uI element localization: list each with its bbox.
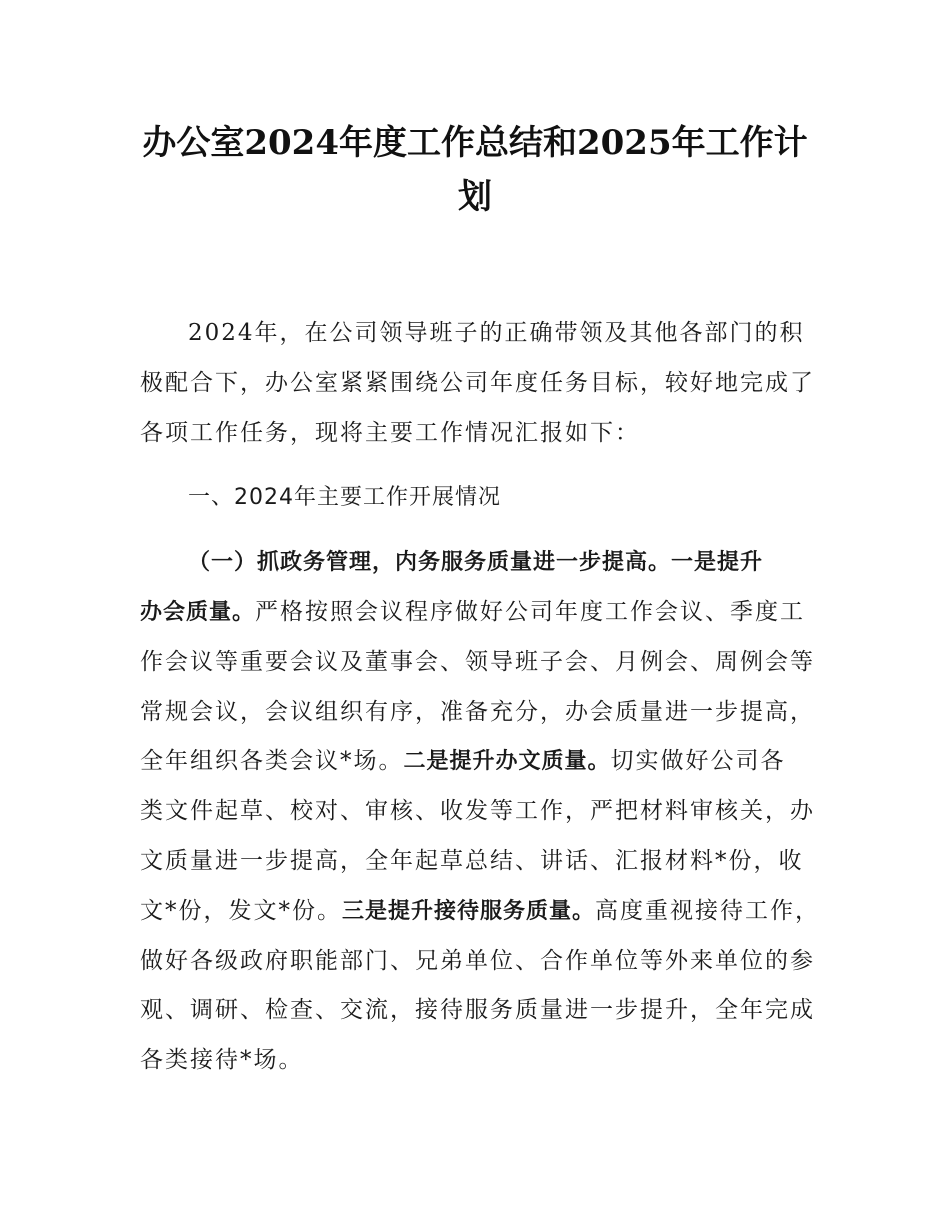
subsection-1-heading: （一）抓政务管理，内务服务质量进一步提高。一是提升 (188, 550, 764, 576)
text-run: 高度重视接待工作， (595, 897, 821, 924)
paragraph-line: 常规会议，会议组织有序，准备充分，办会质量进一步提高， (140, 698, 815, 725)
paragraph-line: 类文件起草、校对、审核、收发等工作，严把材料审核关，办 (140, 798, 815, 825)
paragraph-line (140, 887, 821, 937)
paragraph-line: 文质量进一步提高，全年起草总结、讲话、汇报材料*份，收 (140, 847, 804, 874)
paragraph-line: 做好各级政府职能部门、兄弟单位、合作单位等外来单位的参 (140, 947, 815, 974)
intro-line: 极配合下，办公室紧紧围绕公司年度任务目标，较好地完成了 (140, 369, 815, 396)
intro-line: 2024年，在公司领导班子的正确带领及其他各部门的积 (188, 320, 805, 346)
text-run: 切实做好公司各 (610, 748, 786, 775)
intro-paragraph (140, 309, 815, 458)
text-run: 全年组织各类会议*场。 (140, 748, 404, 775)
document-body (140, 309, 821, 1086)
bold-phrase: 办会质量。 (140, 599, 256, 625)
section-heading-paragraph (140, 473, 815, 523)
title-line-1: 办公室2024年度工作总结和2025年工作计 (142, 123, 808, 163)
paragraph-line (140, 588, 815, 638)
document-title (130, 116, 820, 224)
paragraph-line: 作会议等重要会议及董事会、领导班子会、月例会、周例会等 (140, 648, 815, 675)
text-run: 文*份，发文*份。 (140, 897, 342, 924)
section-heading: 一、2024年主要工作开展情况 (188, 485, 501, 511)
title-line-2: 划 (458, 177, 492, 217)
paragraph-line: 各类接待*场。 (140, 1047, 304, 1074)
text-run: 严格按照会议程序做好公司年度工作会议、季度工 (255, 598, 806, 625)
intro-line: 各项工作任务，现将主要工作情况汇报如下： (140, 419, 640, 446)
bold-phrase: 三是提升接待服务质量。 (342, 898, 596, 924)
paragraph-line: 观、调研、检查、交流，接待服务质量进一步提升，全年完成 (140, 997, 815, 1024)
bold-phrase: 二是提升办文质量。 (403, 749, 611, 775)
subsection-1-paragraph (140, 538, 821, 1086)
paragraph-line (140, 737, 815, 787)
